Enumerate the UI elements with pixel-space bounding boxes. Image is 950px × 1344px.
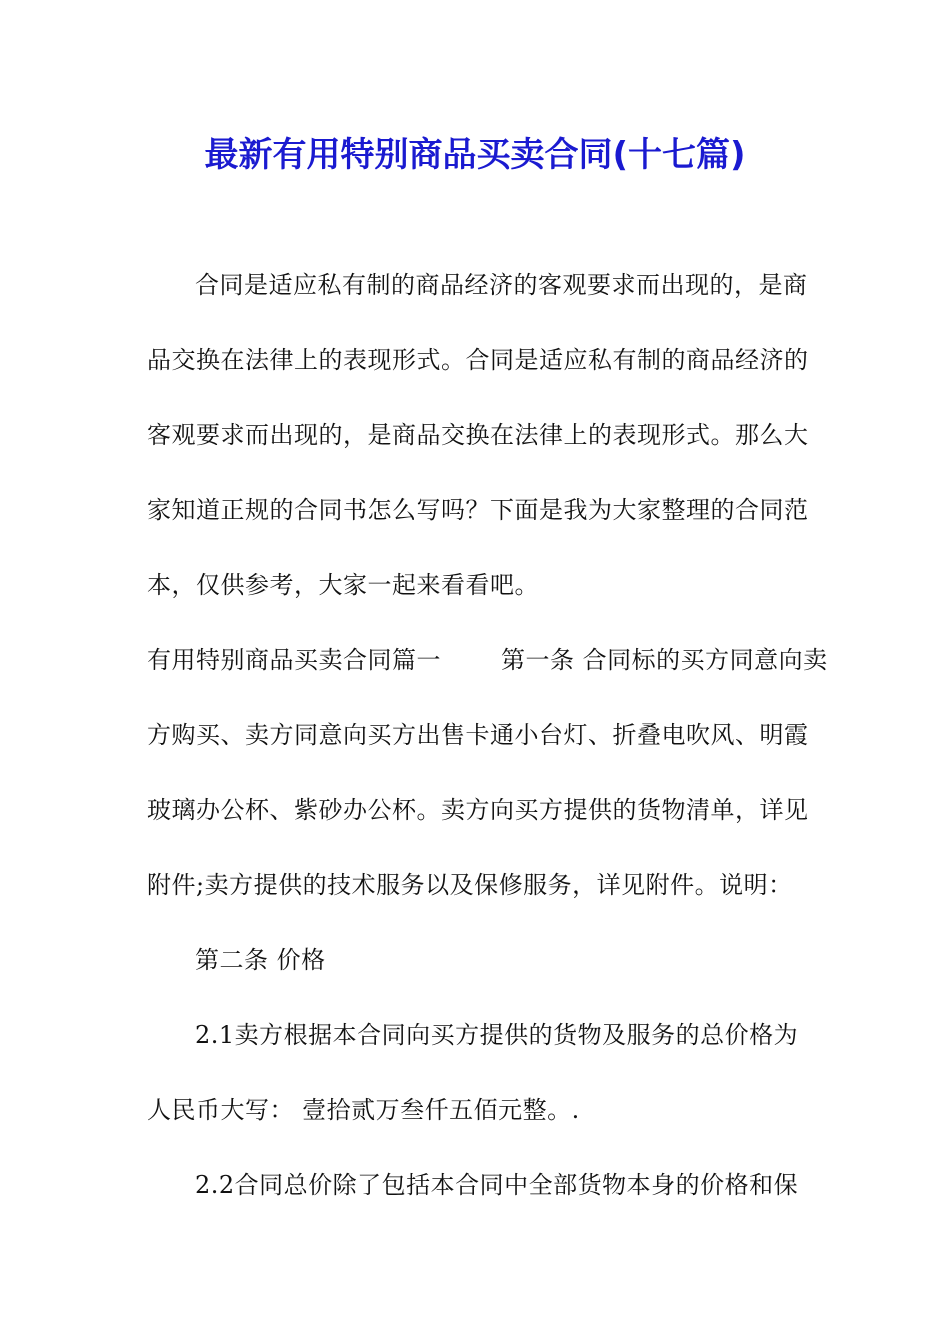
- paragraph-line: 方购买、卖方同意向买方出售卡通小台灯、折叠电吹风、明霞: [147, 721, 809, 749]
- paragraph-line: 本，仅供参考，大家一起来看看吧。: [147, 571, 539, 599]
- paragraph-line: 家知道正规的合同书怎么写吗？下面是我为大家整理的合同范: [147, 496, 809, 524]
- paragraph-line: 品交换在法律上的表现形式。合同是适应私有制的商品经济的: [147, 346, 809, 374]
- section-heading-line: [147, 640, 828, 680]
- paragraph-line: 2.2合同总价除了包括本合同中全部货物本身的价格和保: [195, 1171, 799, 1199]
- article-heading: 第二条 价格: [195, 946, 326, 974]
- paragraph-line: 2.1卖方根据本合同向买方提供的货物及服务的总价格为: [195, 1021, 799, 1049]
- section-heading: 有用特别商品买卖合同篇一: [147, 646, 441, 674]
- paragraph-line: 合同是适应私有制的商品经济的客观要求而出现的，是商: [195, 271, 808, 299]
- paragraph-line: 客观要求而出现的，是商品交换在法律上的表现形式。那么大: [147, 421, 809, 449]
- article-one-start: 第一条 合同标的买方同意向卖: [501, 646, 828, 674]
- paragraph-line: 玻璃办公杯、紫砂办公杯。卖方向买方提供的货物清单，详见: [147, 796, 809, 824]
- document-title: 最新有用特别商品买卖合同(十七篇): [204, 135, 746, 175]
- paragraph-line: 人民币大写： 壹拾贰万叁仟五佰元整。.: [147, 1096, 580, 1124]
- paragraph-line: 附件;卖方提供的技术服务以及保修服务，详见附件。说明：: [147, 871, 793, 899]
